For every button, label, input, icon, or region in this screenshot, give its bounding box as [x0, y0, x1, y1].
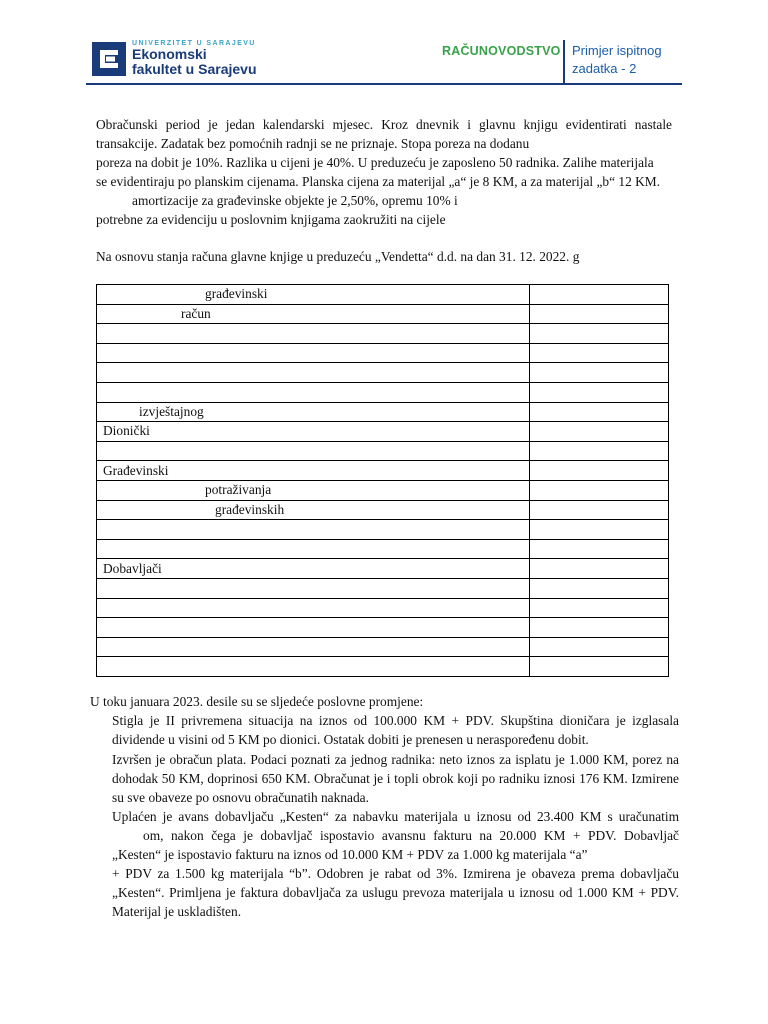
table-row: [97, 461, 669, 481]
intro-line-5: amortizacije za građevinske objekte je 2,50%, opremu 10% i: [132, 193, 458, 208]
account-amount-cell: [530, 382, 669, 402]
account-name-cell: [97, 657, 530, 677]
accounts-table: [96, 284, 669, 677]
account-amount-cell: [530, 598, 669, 618]
account-amount-cell: [530, 480, 669, 500]
table-row: [97, 304, 669, 324]
account-name-cell: [97, 363, 530, 383]
account-name-cell: Građevinski: [97, 461, 530, 481]
account-name-cell: Dionički: [97, 422, 530, 442]
transaction-1-line-2: dividende u visini od 5 KM po dionici. Ostatak dobiti je prenesen u neraspoređenu dobit.: [112, 732, 589, 747]
account-amount-cell: [530, 500, 669, 520]
table-row: [97, 578, 669, 598]
account-amount-cell: [530, 520, 669, 540]
document-title: [572, 42, 662, 78]
document-header: [86, 36, 682, 86]
intro-line-2: transakcije. Zadatak bez pomoćnih radnji se ne priznaje. Stopa poreza na dodanu: [96, 136, 530, 151]
account-amount-cell: [530, 324, 669, 344]
transaction-3-line-6: Materijal je uskladišten.: [112, 904, 242, 919]
header-divider: [563, 40, 565, 84]
account-name-cell: izvještajnog: [97, 402, 530, 422]
account-amount-cell: [530, 578, 669, 598]
account-name-cell: građevinskih: [97, 500, 530, 520]
table-row: [97, 422, 669, 442]
account-name-cell: račun: [97, 304, 530, 324]
transaction-3-line-4: + PDV za 1.500 kg materijala “b”. Odobren je rabat od 3%. Izmirena je obaveza prema dobavljaču: [112, 866, 679, 881]
table-row: [97, 480, 669, 500]
account-name-cell: [97, 324, 530, 344]
account-amount-cell: [530, 559, 669, 579]
table-row: [97, 539, 669, 559]
account-amount-cell: [530, 422, 669, 442]
account-name-cell: [97, 539, 530, 559]
table-row: [97, 441, 669, 461]
transaction-3-line-3: „Kesten“ je ispostavio fakturu na iznos od 10.000 KM + PDV za 1.000 kg materijala “a”: [112, 847, 588, 862]
table-row: [97, 382, 669, 402]
transaction-3-line-1: Uplaćen je avans dobavljaču „Kesten“ za nabavku materijala u iznosu od 23.400 KM s uračunatim: [112, 809, 679, 824]
transaction-2: [112, 750, 679, 807]
account-amount-cell: [530, 363, 669, 383]
account-amount-cell: [530, 343, 669, 363]
transaction-3-line-2: om, nakon čega je dobavljač ispostavio avansnu fakturu na 20.000 KM + PDV. Dobavljač: [143, 828, 679, 843]
table-row: [97, 324, 669, 344]
document-title-line-2: zadatka - 2: [572, 61, 637, 76]
faculty-logo-icon: [92, 42, 126, 76]
intro-line-4: se evidentiraju po planskim cijenama. Planska cijena za materijal „a“ je 8 KM, a za materijal „b“ 12 KM.: [96, 174, 661, 189]
account-name-cell: [97, 618, 530, 638]
account-amount-cell: [530, 657, 669, 677]
account-amount-cell: [530, 637, 669, 657]
intro-paragraph: [96, 115, 672, 229]
account-name-cell: građevinski: [97, 285, 530, 305]
account-amount-cell: [530, 402, 669, 422]
account-amount-cell: [530, 539, 669, 559]
table-row: [97, 598, 669, 618]
transaction-2-line-2: dohodak 50 KM, doprinosi 650 KM. Obračunat je i topli obrok koji po radniku iznosi 176 KM. Izmirene: [112, 771, 679, 786]
table-row: [97, 520, 669, 540]
account-name-cell: [97, 598, 530, 618]
logo-line-2: fakultet u Sarajevu: [132, 61, 257, 77]
table-row: [97, 402, 669, 422]
table-row: [97, 343, 669, 363]
logo-line-1: Ekonomski: [132, 46, 207, 62]
table-row: [97, 618, 669, 638]
transaction-2-line-1: Izvršen je obračun plata. Podaci poznati za jednog radnika: neto iznos za isplatu je 1.000 KM, porez na: [112, 752, 679, 767]
intro-line-1: Obračunski period je jedan kalendarski mjesec. Kroz dnevnik i glavnu knjigu evidentirati nastale: [96, 117, 672, 132]
transactions-intro: U toku januara 2023. desile su se sljedeće poslovne promjene:: [90, 694, 424, 709]
table-row: [97, 559, 669, 579]
document-title-line-1: Primjer ispitnog: [572, 43, 662, 58]
account-name-cell: [97, 637, 530, 657]
account-name-cell: [97, 578, 530, 598]
faculty-logo-text: [132, 40, 257, 77]
transaction-3-line-5: „Kesten“. Primljena je faktura dobavljača za uslugu prevoza materijala u iznosu od 1.000 KM + PDV.: [112, 885, 679, 900]
account-amount-cell: [530, 461, 669, 481]
table-row: [97, 363, 669, 383]
transaction-3: [112, 807, 679, 921]
subject-title: RAČUNOVODSTVO: [442, 44, 561, 58]
account-name-cell: [97, 520, 530, 540]
transaction-2-line-3: su sve obaveze po osnovu obračunatih naknada.: [112, 790, 369, 805]
header-rule: [86, 83, 682, 85]
account-name-cell: [97, 441, 530, 461]
account-amount-cell: [530, 618, 669, 638]
account-name-cell: [97, 343, 530, 363]
transaction-1-line-1: Stigla je II privremena situacija na iznos od 100.000 KM + PDV. Skupština dioničara je izglasala: [112, 713, 679, 728]
intro-line-6: potrebne za evidenciju u poslovnim knjigama zaokružiti na cijele: [96, 212, 446, 227]
transaction-1: [112, 711, 679, 749]
account-name-cell: Dobavljači: [97, 559, 530, 579]
account-amount-cell: [530, 285, 669, 305]
intro-line-3: poreza na dobit je 10%. Razlika u cijeni je 40%. U preduzeću je zaposleno 50 radnika. Zalihe materijala: [96, 155, 654, 170]
table-row: [97, 500, 669, 520]
table-row: [97, 285, 669, 305]
table-row: [97, 657, 669, 677]
account-name-cell: [97, 382, 530, 402]
account-amount-cell: [530, 441, 669, 461]
table-row: [97, 637, 669, 657]
account-name-cell: potraživanja: [97, 480, 530, 500]
balance-intro-text: Na osnovu stanja računa glavne knjige u preduzeću „Vendetta“ d.d. na dan 31. 12. 2022. g: [96, 249, 580, 264]
account-amount-cell: [530, 304, 669, 324]
balance-intro: [96, 247, 672, 266]
logo-university: UNIVERZITET U SARAJEVU: [132, 40, 256, 47]
